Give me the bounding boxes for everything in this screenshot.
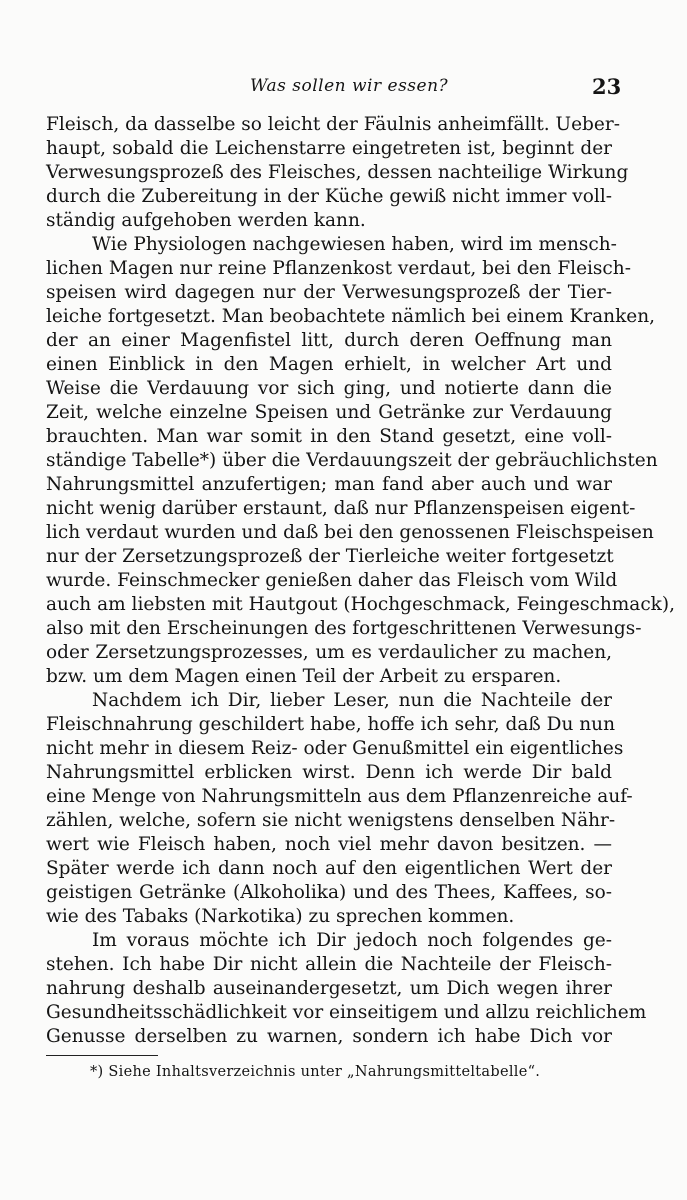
text-line: lichen Magen nur reine Pflanzenkost verdaut, bei den Fleisch- bbox=[46, 258, 631, 279]
text-line: nahrung deshalb auseinandergesetzt, um Dich wegen ihrer bbox=[46, 978, 612, 999]
text-line: Wie Physiologen nachgewiesen haben, wird im mensch- bbox=[92, 234, 617, 255]
text-line: Verwesungsprozeß des Fleisches, dessen nachteilige Wirkung bbox=[46, 162, 629, 183]
text-line: Nahrungsmittel erblicken wirst. Denn ich werde Dir bald bbox=[46, 762, 612, 783]
page-number: 23 bbox=[592, 74, 622, 99]
text-line: geistigen Getränke (Alkoholika) und des Thees, Kaffees, so- bbox=[46, 882, 612, 903]
text-line: zählen, welche, sofern sie nicht wenigstens denselben Nähr- bbox=[46, 810, 616, 831]
footnote: *) Siehe Inhaltsverzeichnis unter „Nahrungsmitteltabelle“. bbox=[90, 1064, 541, 1080]
text-line: stehen. Ich habe Dir nicht allein die Nachteile der Fleisch- bbox=[46, 954, 612, 975]
text-line: ständige Tabelle*) über die Verdauungszeit der gebräuchlichsten bbox=[46, 450, 658, 471]
text-line: eine Menge von Nahrungsmitteln aus dem Pflanzenreiche auf- bbox=[46, 786, 633, 807]
text-line: Nachdem ich Dir, lieber Leser, nun die Nachteile der bbox=[92, 690, 612, 711]
text-line: wurde. Feinschmecker genießen daher das Fleisch vom Wild bbox=[46, 570, 618, 591]
body-text bbox=[46, 113, 675, 1049]
text-line: Im voraus möchte ich Dir jedoch noch folgendes ge- bbox=[92, 930, 612, 951]
text-line: Gesundheitsschädlichkeit vor einseitigem und allzu reichlichem bbox=[46, 1002, 647, 1023]
text-line: also mit den Erscheinungen des fortgeschrittenen Verwesungs- bbox=[46, 618, 642, 639]
text-line: haupt, sobald die Leichenstarre eingetreten ist, beginnt der bbox=[46, 138, 612, 159]
text-line: Fleischnahrung geschildert habe, hoffe ich sehr, daß Du nun bbox=[46, 714, 615, 735]
text-line: lich verdaut wurden und daß bei den genossenen Fleischspeisen bbox=[46, 522, 654, 543]
text-line: Zeit, welche einzelne Speisen und Getränke zur Verdauung bbox=[46, 402, 612, 423]
text-line: brauchten. Man war somit in den Stand gesetzt, eine voll- bbox=[46, 426, 612, 447]
text-line: speisen wird dagegen nur der Verwesungsprozeß der Tier- bbox=[46, 282, 612, 303]
text-line: wert wie Fleisch haben, noch viel mehr davon besitzen. — bbox=[46, 834, 612, 855]
text-line: Nahrungsmittel anzufertigen; man fand aber auch und war bbox=[46, 474, 612, 495]
text-line: wie des Tabaks (Narkotika) zu sprechen kommen. bbox=[46, 906, 515, 927]
text-line: ständig aufgehoben werden kann. bbox=[46, 210, 366, 231]
text-line: einen Einblick in den Magen erhielt, in welcher Art und bbox=[46, 354, 612, 375]
text-line: Fleisch, da dasselbe so leicht der Fäulnis anheimfällt. Ueber- bbox=[46, 114, 620, 135]
text-line: nur der Zersetzungsprozeß der Tierleiche weiter fortgesetzt bbox=[46, 546, 614, 567]
text-line: durch die Zubereitung in der Küche gewiß nicht immer voll- bbox=[46, 186, 612, 207]
text-line: nicht wenig darüber erstaunt, daß nur Pflanzenspeisen eigent- bbox=[46, 498, 636, 519]
text-line: Später werde ich dann noch auf den eigentlichen Wert der bbox=[46, 858, 612, 879]
footnote-divider bbox=[46, 1055, 158, 1056]
running-head bbox=[0, 72, 687, 102]
text-line: leiche fortgesetzt. Man beobachtete nämlich bei einem Kranken, bbox=[46, 306, 656, 327]
text-line: Genusse derselben zu warnen, sondern ich habe Dich vor bbox=[46, 1026, 612, 1047]
running-head-title: Was sollen wir essen? bbox=[250, 76, 449, 96]
text-line: bzw. um dem Magen einen Teil der Arbeit zu ersparen. bbox=[46, 666, 562, 687]
text-line: auch am liebsten mit Hautgout (Hochgeschmack, Feingeschmack), bbox=[46, 594, 675, 615]
text-line: nicht mehr in diesem Reiz- oder Genußmittel ein eigentliches bbox=[46, 738, 624, 759]
text-line: der an einer Magenfistel litt, durch deren Oeffnung man bbox=[46, 330, 612, 351]
text-line: Weise die Verdauung vor sich ging, und notierte dann die bbox=[46, 378, 612, 399]
text-line: oder Zersetzungsprozesses, um es verdaulicher zu machen, bbox=[46, 642, 612, 663]
